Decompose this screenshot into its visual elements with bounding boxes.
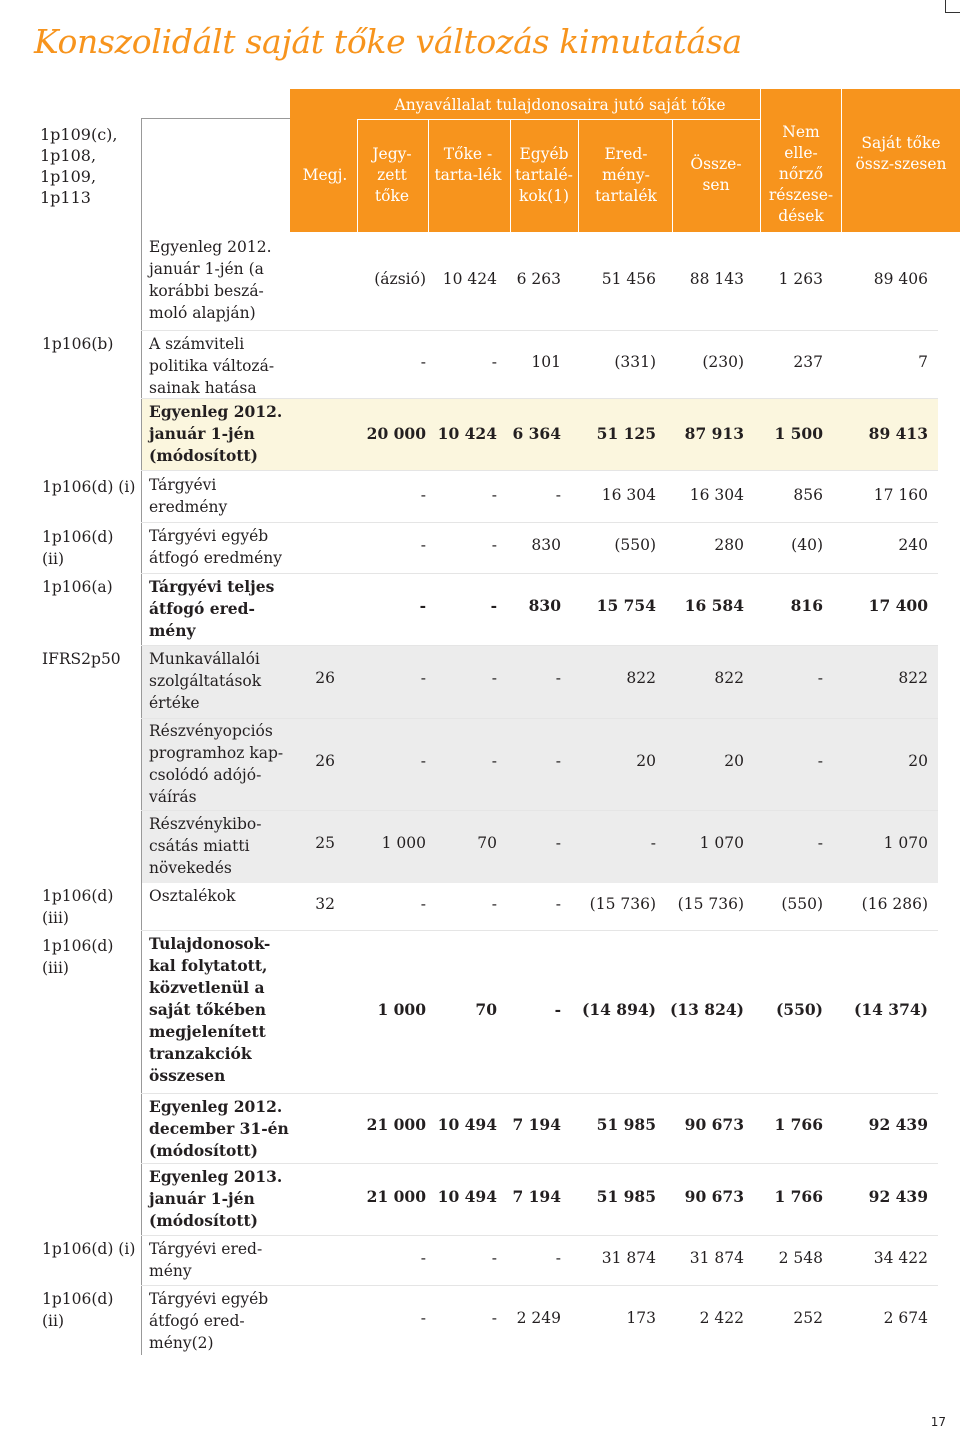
cell-sp: - [490, 596, 497, 615]
cell-tot: 20 [724, 752, 744, 770]
cell-eq: 34 422 [873, 1249, 928, 1267]
row-label: Tulajdonosok-kal folytatott, közvetlenül a saját tőkében megjelenített tranzakciók összesen [149, 934, 271, 1085]
cell-eq: (14 374) [854, 1000, 928, 1019]
cell-tot: 822 [714, 669, 744, 687]
cell-sp: - [491, 353, 497, 371]
cell-sc: - [420, 669, 426, 687]
cell-tot: 90 673 [684, 1115, 744, 1134]
row-reference: 1p106(d) (ii) [42, 1290, 114, 1330]
cell-note: 32 [315, 895, 335, 913]
cell-re: (550) [614, 536, 656, 554]
cell-eq: 2 674 [883, 1309, 928, 1327]
cell-sc: 21 000 [366, 1187, 426, 1206]
row-label: Részvényopciós programhoz kap-csolódó adójó-váírás [149, 722, 284, 806]
cell-sp: - [491, 536, 497, 554]
row-label: Tárgyévi eredmény [149, 476, 228, 516]
cell-sp: - [491, 669, 497, 687]
cell-re: 822 [626, 669, 656, 687]
row-label: Osztalékok [149, 887, 236, 905]
cell-sp: 10 494 [437, 1115, 497, 1134]
cell-or: - [554, 1000, 561, 1019]
page-number: 17 [930, 1415, 946, 1429]
col-equity-total-header: Saját tőke össz-szesen [855, 134, 947, 173]
cell-or: 830 [528, 596, 561, 615]
cell-eq: 17 400 [868, 596, 928, 615]
cell-sp: - [491, 895, 497, 913]
cell-nci: - [817, 834, 823, 852]
cell-re: 15 754 [596, 596, 656, 615]
cell-tot: (15 736) [677, 895, 744, 913]
cell-sp: 10 424 [442, 270, 497, 288]
cell-sc: (ázsió) [374, 270, 426, 288]
cell-nci: 1 500 [774, 424, 823, 443]
cell-or: 6 364 [512, 424, 561, 443]
cell-sp: - [491, 1249, 497, 1267]
cell-or: 101 [531, 353, 561, 371]
cell-eq: 822 [898, 669, 928, 687]
cell-nci: - [817, 752, 823, 770]
cell-re: 173 [626, 1309, 656, 1327]
cell-sc: 1 000 [377, 1000, 426, 1019]
cell-nci: (550) [775, 1000, 823, 1019]
col-total-header: Össze-sen [690, 155, 742, 194]
label-header-box [141, 118, 290, 233]
cell-sp: - [491, 1309, 497, 1327]
row-reference: 1p106(a) [42, 578, 113, 596]
cell-sp: 10 424 [437, 424, 497, 443]
row-label: Egyenleg 2012. január 1-jén (a korábbi beszá-moló alapján) [149, 238, 272, 322]
cell-eq: 20 [908, 752, 928, 770]
cell-sc: 21 000 [366, 1115, 426, 1134]
row-label: Egyenleg 2012. január 1-jén (módosított) [149, 402, 283, 465]
table-header [290, 89, 960, 232]
cell-nci: 252 [793, 1309, 823, 1327]
cell-nci: 237 [793, 353, 823, 371]
cell-tot: 2 422 [699, 1309, 744, 1327]
cell-tot: (230) [702, 353, 744, 371]
ref-header [40, 124, 140, 208]
cell-nci: 1 766 [774, 1115, 823, 1134]
row-label: Munkavállalói szolgáltatások értéke [149, 650, 262, 712]
cell-or: - [555, 1249, 561, 1267]
row-label: Tárgyévi egyéb átfogó ered-mény(2) [149, 1290, 269, 1352]
cell-eq: 89 406 [873, 270, 928, 288]
cell-tot: 16 304 [689, 486, 744, 504]
col-nci-header: Nem elle-nőrző részese-dések [768, 123, 834, 225]
row-label: A számviteli politika változá-sainak hatása [149, 335, 275, 397]
cell-sp: 70 [477, 834, 497, 852]
cell-re: 51 985 [596, 1115, 656, 1134]
cell-or: - [555, 486, 561, 504]
cell-tot: 87 913 [684, 424, 744, 443]
cell-eq: 92 439 [868, 1115, 928, 1134]
row-label: Részvénykibo-csátás miatti növekedés [149, 815, 262, 877]
cell-tot: 280 [714, 536, 744, 554]
cell-tot: 1 070 [699, 834, 744, 852]
cell-nci: 1 263 [778, 270, 823, 288]
cell-or: - [555, 752, 561, 770]
row-reference: 1p106(d) (i) [42, 478, 136, 496]
cell-or: 6 263 [516, 270, 561, 288]
cell-tot: 31 874 [689, 1249, 744, 1267]
cell-re: - [650, 834, 656, 852]
row-label: Tárgyévi egyéb átfogó eredmény [149, 527, 283, 567]
row-label: Egyenleg 2013. január 1-jén (módosított) [149, 1167, 283, 1230]
cell-nci: - [817, 669, 823, 687]
row-label: Tárgyévi teljes átfogó ered-mény [149, 577, 275, 640]
cell-sc: - [419, 596, 426, 615]
col-note-header: Megj. [302, 166, 348, 184]
cell-eq: 1 070 [883, 834, 928, 852]
cell-sc: - [420, 895, 426, 913]
cell-sc: 1 000 [381, 834, 426, 852]
cell-sc: - [420, 752, 426, 770]
cell-tot: 16 584 [684, 596, 744, 615]
cell-sc: - [420, 353, 426, 371]
cell-note: 25 [315, 834, 335, 852]
cell-nci: (550) [781, 895, 823, 913]
crop-mark [945, 0, 960, 13]
cell-sc: - [420, 536, 426, 554]
col-other-reserves-header: Egyéb tartalé-kok(1) [515, 145, 573, 205]
label-column-border [141, 232, 142, 1355]
cell-re: 51 456 [601, 270, 656, 288]
cell-or: - [555, 895, 561, 913]
cell-re: (15 736) [589, 895, 656, 913]
cell-tot: (13 824) [670, 1000, 744, 1019]
cell-re: 51 985 [596, 1187, 656, 1206]
cell-or: 7 194 [512, 1187, 561, 1206]
row-label: Egyenleg 2012. december 31-én (módosított) [149, 1097, 289, 1160]
cell-or: - [555, 834, 561, 852]
cell-sc: 20 000 [366, 424, 426, 443]
cell-or: 7 194 [512, 1115, 561, 1134]
cell-eq: 7 [918, 353, 928, 371]
cell-or: 2 249 [516, 1309, 561, 1327]
cell-sp: - [491, 486, 497, 504]
row-reference: 1p106(d) (iii) [42, 887, 114, 927]
cell-re: (14 894) [582, 1000, 656, 1019]
cell-note: 26 [315, 669, 335, 687]
cell-nci: 1 766 [774, 1187, 823, 1206]
cell-re: (331) [614, 353, 656, 371]
cell-tot: 90 673 [684, 1187, 744, 1206]
cell-sp: 70 [475, 1000, 497, 1019]
row-reference: 1p106(b) [42, 335, 114, 353]
cell-sp: - [491, 752, 497, 770]
cell-or: 830 [531, 536, 561, 554]
cell-re: 51 125 [596, 424, 656, 443]
cell-nci: 816 [790, 596, 823, 615]
cell-nci: 856 [793, 486, 823, 504]
page-title: Konszolidált saját tőke változás kimutatása [34, 22, 742, 61]
row-reference: 1p106(d) (iii) [42, 937, 114, 977]
cell-or: - [555, 669, 561, 687]
cell-eq: 240 [898, 536, 928, 554]
cell-re: 16 304 [601, 486, 656, 504]
cell-eq: 89 413 [868, 424, 928, 443]
col-retained-header: Ered-mény-tartalék [595, 145, 657, 205]
row-label: Tárgyévi ered-mény [149, 1240, 263, 1280]
cell-note: 26 [315, 752, 335, 770]
cell-re: 20 [636, 752, 656, 770]
group-header: Anyavállalat tulajdonosaira jutó saját tőke [394, 96, 726, 114]
cell-sc: - [420, 486, 426, 504]
cell-re: 31 874 [601, 1249, 656, 1267]
cell-sc: - [420, 1309, 426, 1327]
col-share-premium-header: Tőke -tarta-lék [434, 145, 502, 184]
cell-eq: 17 160 [873, 486, 928, 504]
row-reference: IFRS2p50 [42, 650, 121, 668]
cell-nci: (40) [791, 536, 823, 554]
cell-tot: 88 143 [689, 270, 744, 288]
col-share-capital-header: Jegy-zett tőke [372, 145, 412, 205]
cell-nci: 2 548 [778, 1249, 823, 1267]
cell-sc: - [420, 1249, 426, 1267]
cell-eq: 92 439 [868, 1187, 928, 1206]
ref-header-text: 1p109(c), 1p108, 1p109, 1p113 [40, 125, 118, 207]
row-reference: 1p106(d) (i) [42, 1240, 136, 1258]
cell-eq: (16 286) [861, 895, 928, 913]
cell-sp: 10 494 [437, 1187, 497, 1206]
row-reference: 1p106(d) (ii) [42, 528, 114, 568]
